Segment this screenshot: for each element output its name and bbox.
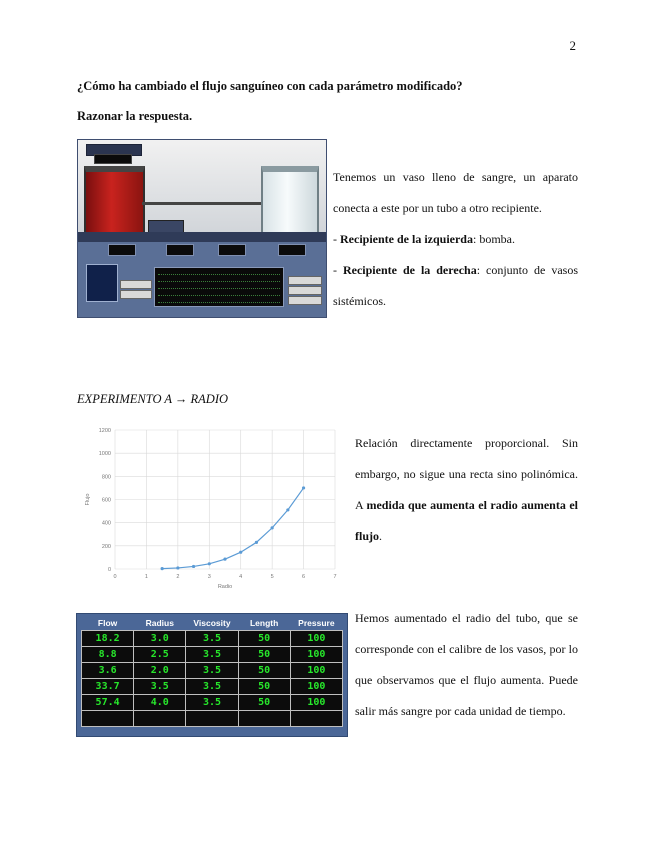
table-cell bbox=[82, 711, 134, 727]
instruction-heading: Razonar la respuesta. bbox=[77, 109, 193, 123]
table-row bbox=[82, 663, 343, 679]
table-cell: 3.5 bbox=[186, 663, 238, 679]
y-tick-label: 400 bbox=[101, 520, 111, 527]
table-explanation-text: Hemos aumentado el radio del tubo, que se corresponde con el calibre de los vasos, por lo que observamos que el flujo aumenta. Puede salir más sangre por cada unidad de tiempo. bbox=[355, 611, 578, 718]
table-cell: 3.6 bbox=[82, 663, 134, 679]
data-point bbox=[176, 566, 179, 569]
table-cell: 2.0 bbox=[134, 663, 186, 679]
table-cell: 3.5 bbox=[186, 647, 238, 663]
x-tick-label: 7 bbox=[333, 574, 337, 580]
column-header-pressure: Pressure bbox=[290, 616, 342, 631]
data-point bbox=[208, 562, 211, 565]
data-point bbox=[302, 486, 305, 489]
table-cell: 100 bbox=[290, 679, 342, 695]
table-row bbox=[82, 647, 343, 663]
intro-paragraph bbox=[333, 162, 578, 317]
table-cell: 50 bbox=[238, 663, 290, 679]
x-tick-label: 6 bbox=[302, 574, 306, 580]
results-table bbox=[76, 613, 348, 737]
chart-explanation-text: Relación directamente proporcional. Sin embargo, no sigue una recta sino polinómica. A bbox=[355, 436, 578, 512]
x-tick-label: 1 bbox=[144, 574, 148, 580]
table-cell bbox=[134, 711, 186, 727]
simulation-screenshot bbox=[77, 139, 327, 318]
x-tick-label: 5 bbox=[270, 574, 274, 580]
left-vessel-item: - Recipiente de la izquierda: bomba. bbox=[333, 232, 515, 246]
data-point bbox=[161, 567, 164, 570]
x-tick-label: 4 bbox=[239, 574, 243, 580]
table-cell: 3.5 bbox=[186, 631, 238, 647]
data-point bbox=[239, 551, 242, 554]
table-cell: 4.0 bbox=[134, 695, 186, 711]
table-cell: 50 bbox=[238, 679, 290, 695]
column-header-radius: Radius bbox=[134, 616, 186, 631]
x-axis-label: Radio bbox=[217, 584, 233, 590]
data-point bbox=[271, 526, 274, 529]
x-tick-label: 2 bbox=[176, 574, 180, 580]
data-point bbox=[223, 558, 226, 561]
table-row bbox=[82, 679, 343, 695]
table-cell bbox=[290, 711, 342, 727]
x-tick-label: 0 bbox=[113, 574, 117, 580]
table-cell: 100 bbox=[290, 631, 342, 647]
connecting-tube bbox=[142, 202, 261, 205]
series-line bbox=[162, 488, 303, 569]
table-cell: 33.7 bbox=[82, 679, 134, 695]
flow-vs-radius-chart bbox=[77, 424, 342, 596]
table-row bbox=[82, 631, 343, 647]
table-cell: 18.2 bbox=[82, 631, 134, 647]
right-vessel-item: - Recipiente de la derecha: conjunto de vasos sistémicos. bbox=[333, 263, 578, 308]
destination-beaker bbox=[261, 166, 319, 234]
y-tick-label: 200 bbox=[101, 543, 111, 550]
table-cell: 50 bbox=[238, 695, 290, 711]
table-row bbox=[82, 711, 343, 727]
chart-conclusion: medida que aumenta el radio aumenta el flujo bbox=[355, 498, 578, 543]
table-row bbox=[82, 695, 343, 711]
intro-text: Tenemos un vaso lleno de sangre, un aparato conecta a este por un tubo a otro recipiente. bbox=[333, 170, 578, 215]
table-cell: 8.8 bbox=[82, 647, 134, 663]
simulation-results-table bbox=[154, 267, 284, 307]
x-tick-label: 3 bbox=[207, 574, 211, 580]
page-number: 2 bbox=[569, 38, 576, 53]
column-header-viscosity: Viscosity bbox=[186, 616, 238, 631]
table-cell: 57.4 bbox=[82, 695, 134, 711]
question-heading: ¿Cómo ha cambiado el flujo sanguíneo con cada parámetro modificado? bbox=[77, 79, 463, 93]
table-cell: 100 bbox=[290, 663, 342, 679]
column-header-flow: Flow bbox=[82, 616, 134, 631]
table-cell: 2.5 bbox=[134, 647, 186, 663]
table-explanation bbox=[355, 603, 578, 727]
column-header-length: Length bbox=[238, 616, 290, 631]
table-cell: 3.5 bbox=[186, 695, 238, 711]
table-cell: 50 bbox=[238, 631, 290, 647]
data-point bbox=[255, 541, 258, 544]
y-tick-label: 600 bbox=[101, 497, 111, 504]
table-cell: 50 bbox=[238, 647, 290, 663]
table-cell: 3.5 bbox=[134, 679, 186, 695]
chart-explanation: Relación directamente proporcional. Sin embargo, no sigue una recta sino polinómica. A medida que aumenta el radio aumenta el flujo. bbox=[355, 436, 578, 543]
data-point bbox=[286, 508, 289, 511]
table-cell bbox=[238, 711, 290, 727]
y-tick-label: 1200 bbox=[98, 428, 111, 434]
pump-beaker bbox=[84, 166, 145, 234]
table-cell: 100 bbox=[290, 647, 342, 663]
table-cell: 3.0 bbox=[134, 631, 186, 647]
data-point bbox=[192, 565, 195, 568]
y-tick-label: 0 bbox=[107, 567, 111, 573]
table-cell: 3.5 bbox=[186, 679, 238, 695]
y-tick-label: 800 bbox=[101, 474, 111, 481]
y-tick-label: 1000 bbox=[98, 451, 111, 458]
table-cell bbox=[186, 711, 238, 727]
y-axis-label: Flujo bbox=[85, 493, 91, 506]
table-cell: 100 bbox=[290, 695, 342, 711]
experiment-title: EXPERIMENTO A → RADIO bbox=[77, 392, 229, 406]
